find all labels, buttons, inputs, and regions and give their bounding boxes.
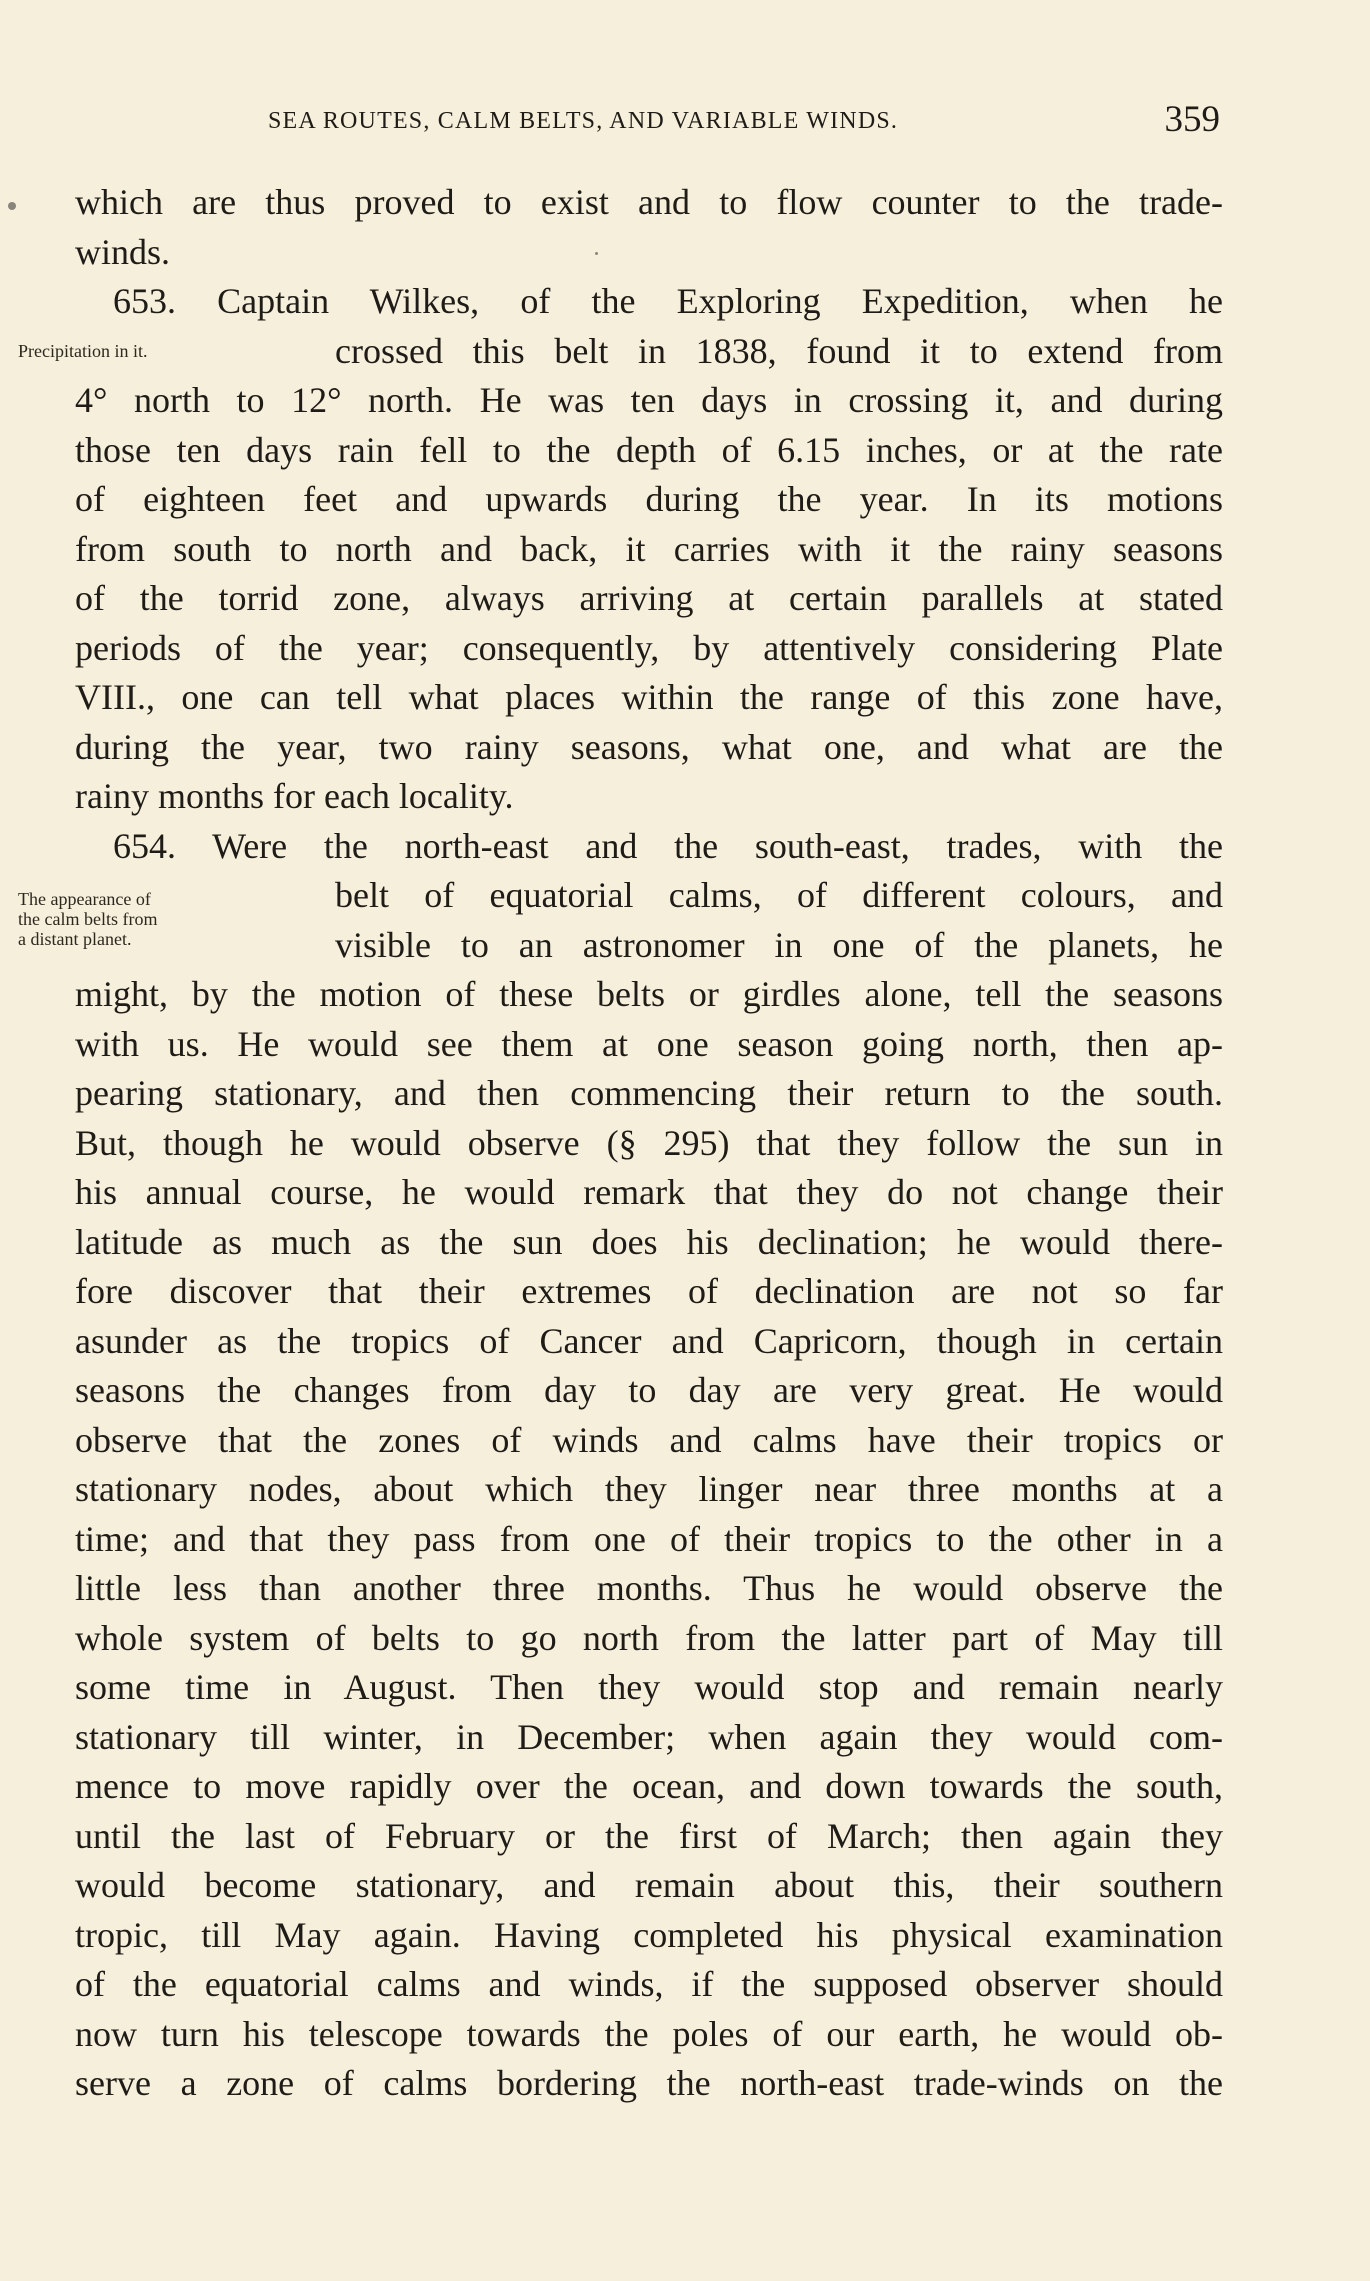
text-line-31: some time in August. Then they would stop and remain nearly [75,1667,1223,1707]
sidenote-precipitation: Precipitation in it. [18,341,148,361]
sidenote-appearance-3: a distant planet. [18,929,132,949]
text-line-14: 654. Were the north-east and the south-east, trades, with the [113,825,1223,866]
text-line-12: during the year, two rainy seasons, what one, and what are the [75,726,1223,767]
text-line-36: tropic, till May again. Having completed his physical examination [75,1914,1223,1955]
text-line-21: his annual course, he would remark that they do not change their [75,1172,1223,1212]
text-line-33: mence to move rapidly over the ocean, and down towards the south, [75,1766,1223,1806]
text-line-5: 4° north to 12° north. He was ten days in crossing it, and during [75,380,1223,420]
text-line-15: belt of equatorial calms, of different colours, and [335,875,1223,915]
text-line-23: fore discover that their extremes of declination are not so far [75,1271,1223,1311]
text-line-13: rainy months for each locality. [75,776,514,816]
running-head [230,98,1220,148]
text-line-4: crossed this belt in 1838, found it to extend from [335,330,1223,371]
text-line-25: seasons the changes from day to day are very great. He would [75,1370,1223,1410]
running-head-title: SEA ROUTES, CALM BELTS, AND VARIABLE WINDS. [268,108,899,134]
text-line-30: whole system of belts to go north from the latter part of May till [75,1617,1223,1658]
text-line-34: until the last of February or the first of March; then again they [75,1815,1223,1856]
text-line-2: winds. [75,231,171,272]
text-line-37: of the equatorial calms and winds, if the supposed observer should [75,1964,1223,2004]
text-line-24: asunder as the tropics of Cancer and Capricorn, though in certain [75,1320,1223,1361]
text-line-39: serve a zone of calms bordering the north-east trade-winds on the [75,2063,1223,2103]
text-line-26: observe that the zones of winds and calms have their tropics or [75,1419,1223,1460]
text-line-20: But, though he would observe (§ 295) that they follow the sun in [75,1122,1223,1163]
text-line-1: which are thus proved to exist and to flow counter to the trade- [75,182,1223,222]
sidenote-appearance-1: The appearance of [18,889,151,909]
text-line-22: latitude as much as the sun does his declination; he would there- [75,1221,1223,1262]
text-line-8: from south to north and back, it carries with it the rainy seasons [75,528,1223,569]
page-number: 359 [1164,99,1220,140]
text-line-18: with us. He would see them at one season going north, then ap- [75,1023,1223,1064]
text-line-17: might, by the motion of these belts or girdles alone, tell the seasons [75,974,1223,1014]
text-line-27: stationary nodes, about which they linger near three months at a [75,1469,1223,1509]
text-line-10: periods of the year; consequently, by attentively considering Plate [75,627,1223,668]
text-line-9: of the torrid zone, always arriving at certain parallels at stated [75,578,1223,618]
text-line-3: 653. Captain Wilkes, of the Exploring Expedition, when he [113,281,1223,321]
text-line-19: pearing stationary, and then commencing their return to the south. [75,1073,1223,1113]
text-line-29: little less than another three months. Thus he would observe the [75,1568,1223,1608]
sidenote-appearance-2: the calm belts from [18,909,158,929]
text-line-16: visible to an astronomer in one of the planets, he [335,924,1223,965]
text-line-32: stationary till winter, in December; when again they would com- [75,1716,1223,1757]
text-line-38: now turn his telescope towards the poles of our earth, he would ob- [75,2013,1223,2054]
margin-mark [8,202,16,210]
text-line-6: those ten days rain fell to the depth of 6.15 inches, or at the rate [75,429,1223,470]
text-line-28: time; and that they pass from one of their tropics to the other in a [75,1518,1223,1559]
text-line-11: VIII., one can tell what places within the range of this zone have, [75,677,1223,717]
text-line-35: would become stationary, and remain about this, their southern [75,1865,1223,1905]
text-line-7: of eighteen feet and upwards during the year. In its motions [75,479,1223,519]
